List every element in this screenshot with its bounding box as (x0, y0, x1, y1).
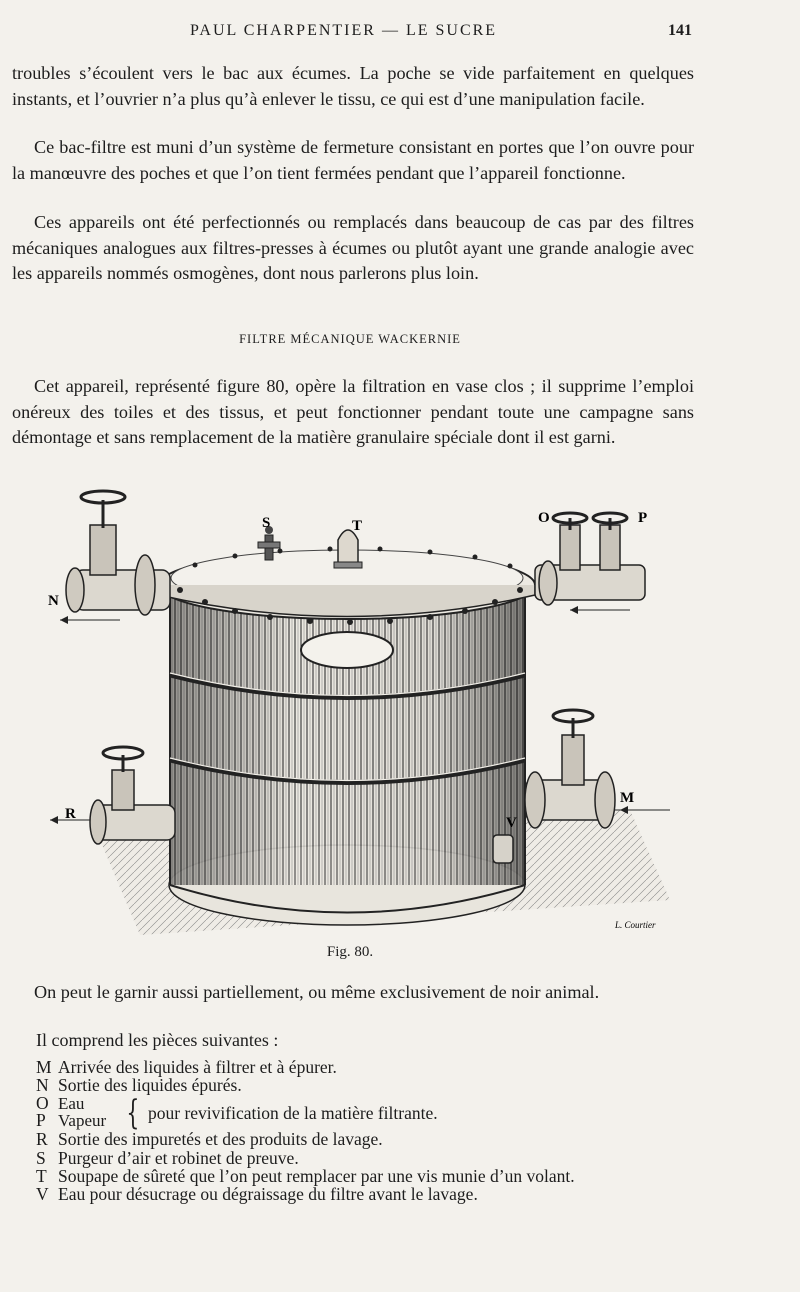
list-item: O Eau (36, 1093, 85, 1114)
label-m: M (620, 790, 635, 806)
paragraph-5: On peut le garnir aussi partiellement, ou même exclusivement de noir animal. (34, 982, 600, 1002)
running-title: PAUL CHARPENTIER — LE SUCRE (190, 22, 498, 39)
list-item: S Purgeur d’air et robinet de preuve. (36, 1147, 299, 1168)
filter-engraving (30, 480, 710, 940)
list-item: M Arrivée des liquides à filtrer et à épurer. (36, 1057, 337, 1077)
list-item-brace-group (36, 1093, 716, 1134)
label-o: O (538, 510, 550, 526)
paragraph-3: Ces appareils ont été perfectionnés ou remplacés dans beaucoup de cas par des filtres mécaniques analogues aux filtres-presses à écumes ou plutôt ayant une grande analogie avec les appareils nommés osmogènes, dont nous parlerons plus loin. (12, 212, 694, 283)
figure-80-illustration (30, 480, 710, 940)
brace-glyph: { (126, 1093, 140, 1134)
brace-text: pour revivification de la matière filtrante. (148, 1103, 438, 1124)
parts-list (36, 1058, 716, 1203)
figure-caption: Fig. 80. (326, 944, 374, 960)
section-heading: FILTRE MÉCANIQUE WACKERNIE (239, 332, 461, 346)
label-s: S (262, 515, 271, 531)
label-t: T (352, 518, 363, 534)
engraver-signature: L. Courtier (615, 920, 656, 930)
water-pipe-v (493, 835, 513, 863)
nameplate (301, 632, 393, 668)
list-item: N Sortie des liquides épurés. (36, 1075, 242, 1096)
label-v: V (506, 815, 517, 831)
water-steam-valves-op (535, 513, 645, 614)
outlet-valve-n (60, 491, 170, 624)
inlet-valve-m (525, 710, 670, 828)
list-item: P Vapeur (36, 1110, 107, 1131)
label-p: P (638, 510, 648, 526)
paragraph-1: troubles s’écoulent vers le bac aux écumes. La poche se vide parfaitement en quelques instants, et l’ouvrier n’a plus qu’à enlever le tissu, ce qui est d’une manipulation facile. (12, 63, 694, 109)
page-number: 141 (668, 22, 692, 39)
paragraph-4: Cet appareil, représenté figure 80, opère la filtration en vase clos ; il supprime l’emploi onéreux des toiles et des tissus, et peut fonctionner pendant toute une campagne sans démontage et sans remplacement de la matière granulaire spéciale dont il est garni. (12, 376, 694, 447)
running-head (0, 22, 800, 44)
residue-valve-r (50, 747, 175, 844)
label-n: N (48, 593, 59, 609)
paragraph-2: Ce bac-filtre est muni d’un système de fermeture consistant en portes que l’on ouvre pour la manœuvre des poches et que l’on tient fermées pendant que l’appareil fonctionne. (12, 137, 694, 183)
parts-intro: Il comprend les pièces suivantes : (36, 1030, 279, 1050)
list-item: V Eau pour désucrage ou dégraissage du filtre avant le lavage. (36, 1183, 478, 1204)
list-item: T Soupape de sûreté que l’on peut remplacer par une vis munie d’un volant. (36, 1165, 575, 1186)
label-r: R (65, 806, 76, 822)
list-item: R Sortie des impuretés et des produits de lavage. (36, 1129, 383, 1150)
safety-valve-t (334, 530, 362, 568)
